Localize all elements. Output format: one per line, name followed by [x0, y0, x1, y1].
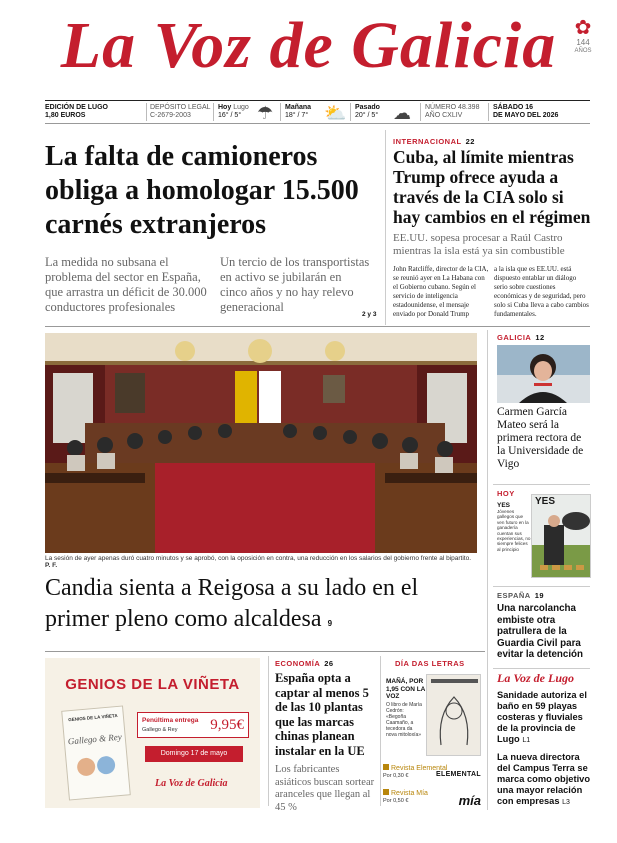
lugo-story-2-text: La nueva directora del Campus Terra se marca como objetivo una mayor relación con empresas	[497, 752, 590, 806]
today-temp: 16° / 5°	[218, 112, 242, 119]
ad-book-art	[71, 750, 123, 780]
ad-brand: La Voz de Galicia	[155, 778, 228, 789]
lugo-story-2-page: L3	[562, 799, 570, 806]
letras-section: DÍA DAS LETRAS	[395, 659, 465, 668]
economia-label: ECONOMÍA	[275, 659, 321, 668]
ad-book-title: GENIOS DE LA VIÑETA	[68, 712, 118, 723]
bottom-divider	[380, 656, 381, 806]
hoy-label: YES	[497, 502, 511, 509]
legal-label: DEPÓSITO LEGAL	[150, 104, 211, 111]
edition-label: EDICIÓN DE LUGO	[45, 104, 109, 111]
date-line2: DE MAYO DEL 2026	[493, 112, 559, 119]
price-label: 1,80 EUROS	[45, 112, 86, 119]
economia-sub: Los fabricantes asiáticos buscan sortear aranceles que llegan al 45 %	[275, 764, 375, 813]
date-info	[493, 104, 558, 120]
yes-cover-art	[532, 495, 591, 578]
photo-credit: P. F.	[45, 562, 58, 569]
divider	[146, 103, 147, 121]
legal-value: C-2679-2003	[150, 112, 191, 119]
espana-section	[497, 591, 544, 600]
rule	[493, 586, 590, 587]
rev1-logo: ELEMENTAL	[436, 771, 481, 778]
photo-caption	[45, 555, 477, 569]
galicia-page: 12	[535, 333, 545, 342]
column-divider	[385, 130, 386, 325]
today-label: Hoy	[218, 104, 232, 111]
international-section	[393, 137, 475, 146]
espana-label: ESPAÑA	[497, 591, 531, 600]
caption-text: La sesión de ayer apenas duró cuatro minutos y se aprobó, con la oposición en contra, una reducción en los salarios del gobierno frente al bipartito.	[45, 555, 472, 562]
edition-info	[45, 104, 108, 120]
sun-cloud-icon: ⛅	[324, 103, 347, 123]
lead-sub-left: La medida no subsana el problema del sector en España, que arrastra un déficit de 30.000 conductores profesionales	[45, 255, 207, 314]
cuba-body-right: a la isla que es EE.UU. está dispuesto entablar un diálogo serio sobre cuestiones económicas y de seguridad, pero solo si Cuba lleva a cabo cambios fundamentales.	[494, 265, 589, 318]
espana-headline[interactable]: Una narcolancha embiste otra patrullera de la Guardia Civil para evitar la detención	[497, 603, 584, 660]
second-headline-text: Candia sienta a Reigosa a su lado en el primer pleno como alcaldesa	[45, 575, 419, 632]
ad-book-author: Gallego & Rey	[67, 731, 123, 747]
weather-past	[355, 104, 380, 120]
economia-page: 26	[324, 659, 334, 668]
lugo-story-1-page: L1	[522, 737, 531, 744]
ad-delivery-label: Penúltima entrega	[142, 717, 199, 724]
letras-headline: MAÑÁ, POR 1,95 CON LA VOZ	[386, 678, 426, 700]
ad-book-cover	[61, 705, 131, 800]
lugo-story-2[interactable]	[497, 752, 590, 808]
issue-year: AÑO CXLIV	[425, 112, 463, 119]
lugo-section: La Voz de Lugo	[497, 671, 575, 685]
hoy-text: Jóvenes gallegos que ven futuro en la ganadería cuentan sus experiencias, no siempre felices al principio	[497, 509, 531, 552]
international-label: INTERNACIONAL	[393, 137, 462, 146]
yes-magazine-cover	[531, 494, 591, 578]
today-place: Lugo	[233, 104, 249, 111]
cuba-body-left: John Ratcliffe, director de la CIA, se reunió ayer en La Habana con el Gobierno cubano. Según el servicio de inteligencia estadounidense, el mensaje enviado por Donald Trump	[393, 265, 489, 318]
galicia-label: GALICIA	[497, 333, 532, 342]
divider	[213, 103, 214, 121]
cloud-icon: ☁	[393, 103, 411, 123]
badge-number: 144	[576, 38, 590, 47]
lead-headline[interactable]: La falta de camioneros obliga a homologar 15.500 carnés extranjeros	[45, 141, 359, 240]
economia-headline[interactable]: España opta a captar al menos 5 de las 10 plantas que las marcas chinas planean instalar en la UE	[275, 671, 369, 758]
lugo-story-1-text: Sanidade autoriza el baño en 59 playas costeras y fluviales de la provincia de Lugo	[497, 690, 587, 744]
lugo-story-1[interactable]	[497, 690, 590, 746]
international-page: 22	[465, 137, 475, 146]
yes-magazine-title: YES	[535, 496, 556, 507]
vineta-ad[interactable]	[45, 658, 260, 808]
lead-pages: 2 y 3	[362, 311, 377, 318]
rev1-name: Revista Elemental	[391, 765, 448, 772]
rule	[493, 668, 590, 669]
rule	[493, 484, 590, 485]
divider	[488, 103, 489, 121]
past-temp: 20° / 5°	[355, 112, 379, 119]
espana-page: 19	[534, 591, 545, 600]
revista-mia[interactable]	[383, 789, 485, 808]
badge-word: AÑOS	[574, 48, 592, 54]
letras-book-cover	[426, 674, 481, 756]
divider	[280, 103, 281, 121]
issue-number: NÚMERO 48.398	[425, 104, 480, 111]
bottom-rule	[45, 651, 485, 652]
bullet-icon	[383, 764, 389, 770]
rector-photo	[497, 345, 590, 403]
anniversary-badge	[568, 18, 598, 56]
tomorrow-label: Mañana	[285, 104, 312, 111]
cuba-headline[interactable]: Cuba, al límite mientras Trump ofrece ayuda a través de la CIA solo si hay cambios en el régimen	[393, 147, 591, 227]
divider	[350, 103, 351, 121]
infobar-top-rule	[45, 100, 590, 101]
rev2-name: Revista Mía	[391, 790, 428, 797]
masthead-logo: La Voz de Galicia	[60, 9, 557, 82]
weather-tomorrow	[285, 104, 311, 120]
tomorrow-temp: 18° / 7°	[285, 112, 309, 119]
section-rule	[45, 326, 590, 327]
letras-text: O libro de María Cedrón: «Begoña Caamaño, a tecedora da nova mitoloxía»	[386, 702, 422, 738]
hoy-section: HOY	[497, 489, 515, 498]
bullet-icon	[383, 789, 389, 795]
plenary-photo-svg	[45, 333, 477, 553]
plenary-photo	[45, 333, 477, 553]
lead-sub-right: Un tercio de los transportistas en activo se jubilarán en cinco años y no hay relevo generacional	[220, 255, 370, 314]
rain-cloud-icon: ☂	[257, 103, 274, 123]
legal-deposit	[150, 104, 211, 120]
bottom-divider	[268, 656, 269, 806]
revista-elemental[interactable]	[383, 764, 485, 779]
ad-price: 9,95€	[210, 717, 244, 733]
economia-section	[275, 659, 334, 668]
rev1-price: Por 0,30 €	[383, 773, 409, 779]
weather-today	[218, 104, 249, 120]
letras-book-art	[427, 675, 482, 757]
rector-photo-svg	[497, 345, 590, 403]
rev2-logo: mía	[458, 793, 481, 808]
rev2-price: Por 0,50 €	[383, 798, 409, 804]
ad-date: Domingo 17 de mayo	[145, 746, 243, 762]
galicia-headline[interactable]: Carmen García Mateo será la primera rectora de la Universidade de Vigo	[497, 406, 584, 470]
infobar-bottom-rule	[45, 123, 590, 124]
galicia-section	[497, 333, 545, 342]
cuba-sub: EE.UU. sopesa procesar a Raúl Castro mientras la isla está ya sin combustible	[393, 232, 565, 257]
flower-icon: ✿	[574, 17, 592, 39]
hoy-text-block	[497, 502, 531, 552]
ad-title: GENIOS DE LA VIÑETA	[65, 676, 240, 693]
second-headline-page: 9	[327, 619, 333, 628]
ad-delivery-author: Gallego & Rey	[142, 727, 178, 733]
date-line1: SÁBADO 16	[493, 104, 534, 111]
issue-info	[425, 104, 479, 120]
second-headline[interactable]	[45, 573, 485, 639]
past-label: Pasado	[355, 104, 380, 111]
ad-price-box	[137, 712, 249, 738]
right-column-divider	[487, 330, 488, 810]
divider	[420, 103, 421, 121]
